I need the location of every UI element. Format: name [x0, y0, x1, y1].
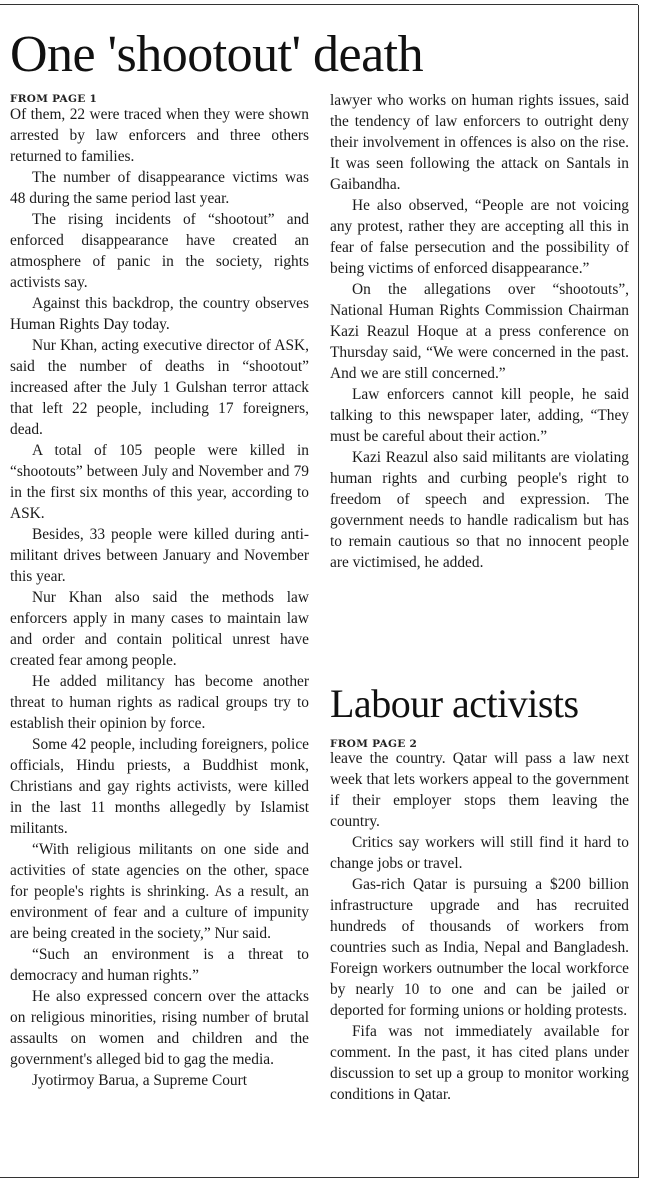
paragraph: The number of disappearance victims was 48 during the same period last year.: [10, 169, 309, 207]
bottom-rule: [0, 1177, 639, 1178]
paragraph: A total of 105 people were killed in “shootouts” between July and November and 79 in the first six months of this year, according to ASK.: [10, 442, 309, 522]
paragraph: Critics say workers will still find it hard to change jobs or travel.: [330, 834, 629, 872]
paragraph: leave the country. Qatar will pass a law next week that lets workers appeal to the government if their employer stops them leaving the country.: [330, 750, 629, 830]
paragraph: Nur Khan also said the methods law enforcers apply in many cases to maintain law and order and contain political unrest have created fear among people.: [10, 589, 309, 669]
paragraph: Gas-rich Qatar is pursuing a $200 billion infrastructure upgrade and has recruited hundreds of thousands of workers from countries such as India, Nepal and Bangladesh. Foreign workers outnumber the local workforce by nearly 10 to one and can be jailed or deported for forming unions or holding protests.: [330, 876, 629, 1019]
paragraph: Besides, 33 people were killed during anti-militant drives between January and November this year.: [10, 526, 309, 585]
paragraph: Kazi Reazul also said militants are violating human rights and curbing people's right to freedom of speech and expression. The government needs to handle radicalism but has to remain cautious so that no innocent people are victimised, he added.: [330, 449, 629, 571]
paragraph: Nur Khan, acting executive director of ASK, said the number of deaths in “shootout” increased after the July 1 Gulshan terror attack that left 22 people, including 17 foreigners, dead.: [10, 337, 309, 438]
paragraph: Some 42 people, including foreigners, police officials, Hindu priests, a Buddhist monk, Christians and gay rights activists, were killed in the last 11 months allegedly by Islamist militants.: [10, 736, 309, 837]
paragraph: Jyotirmoy Barua, a Supreme Court: [32, 1072, 248, 1089]
paragraph: Of them, 22 were traced when they were shown arrested by law enforcers and three others returned to families.: [10, 106, 309, 165]
paragraph: lawyer who works on human rights issues, said the tendency of law enforcers to outright deny their involvement in offences is also on the rise. It was seen following the attack on Santals in Gaibandha.: [330, 92, 629, 193]
paragraph: He also observed, “People are not voicing any protest, rather they are accepting all this in fear of false persecution and the possibility of being victims of enforced disappearance.”: [330, 197, 629, 277]
story1-headline: One 'shootout' death: [10, 26, 424, 83]
paragraph: Against this backdrop, the country observes Human Rights Day today.: [10, 295, 309, 333]
story2-from-line: FROM PAGE 2: [330, 738, 418, 750]
paragraph: “Such an environment is a threat to democracy and human rights.”: [10, 946, 309, 984]
story1-column-2: [330, 90, 629, 573]
story1-column-1: [10, 104, 309, 1091]
right-rule: [638, 5, 639, 1177]
paragraph: On the allegations over “shootouts”, National Human Rights Commission Chairman Kazi Reazul Hoque at a press conference on Thursday said, “We were concerned in the past. And we are still concerned.”: [330, 281, 629, 382]
paragraph: Law enforcers cannot kill people, he said talking to this newspaper later, adding, “They must be careful about their action.”: [330, 386, 629, 445]
paragraph: The rising incidents of “shootout” and enforced disappearance have created an atmosphere of panic in the society, rights activists say.: [10, 211, 309, 291]
paragraph: He also expressed concern over the attacks on religious minorities, rising number of brutal assaults on women and children and the government's alleged bid to gag the media.: [10, 988, 309, 1068]
paragraph: “With religious militants on one side and activities of state agencies on the other, space for people's rights is shrinking. As a result, an environment of fear and a culture of impunity are being created in the society,” Nur said.: [10, 841, 309, 942]
top-rule: [0, 4, 638, 5]
story2-headline: Labour activists: [330, 681, 579, 726]
story1-from-line: FROM PAGE 1: [10, 93, 98, 105]
story2-body: [330, 748, 629, 1105]
paragraph: Fifa was not immediately available for comment. In the past, it has cited plans under discussion to set up a group to monitor working conditions in Qatar.: [330, 1023, 629, 1103]
paragraph: He added militancy has become another threat to human rights as radical groups try to establish their opinion by force.: [10, 673, 309, 732]
